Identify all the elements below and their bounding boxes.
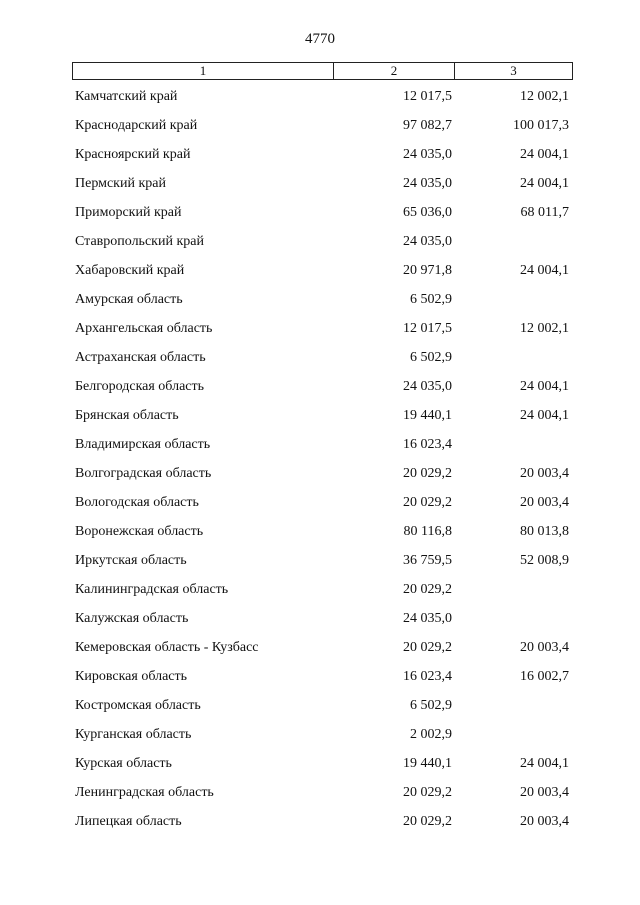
value-col-2: 6 502,9 xyxy=(410,698,452,713)
region-name: Кировская область xyxy=(75,669,188,684)
region-name: Владимирская область xyxy=(75,437,211,452)
value-col-2: 20 971,8 xyxy=(403,263,452,278)
value-col-2: 16 023,4 xyxy=(403,669,452,684)
value-col-3: 12 002,1 xyxy=(520,321,569,336)
table-row xyxy=(0,575,640,604)
table-row xyxy=(0,343,640,372)
region-name: Курганская область xyxy=(75,727,192,742)
table-row xyxy=(0,633,640,662)
region-name: Краснодарский край xyxy=(75,118,198,133)
table-row xyxy=(0,488,640,517)
table-row xyxy=(0,749,640,778)
table-row xyxy=(0,198,640,227)
value-col-3: 52 008,9 xyxy=(520,553,569,568)
value-col-3: 12 002,1 xyxy=(520,89,569,104)
value-col-2: 20 029,2 xyxy=(403,814,452,829)
value-col-2: 24 035,0 xyxy=(403,379,452,394)
header-col-2: 2 xyxy=(334,63,455,79)
table-row xyxy=(0,459,640,488)
region-name: Липецкая область xyxy=(75,814,182,829)
value-col-3: 24 004,1 xyxy=(520,176,569,191)
value-col-3: 24 004,1 xyxy=(520,147,569,162)
value-col-3: 68 011,7 xyxy=(520,205,569,220)
page-number: 4770 xyxy=(305,31,335,47)
table-row xyxy=(0,256,640,285)
value-col-2: 97 082,7 xyxy=(403,118,452,133)
region-name: Курская область xyxy=(75,756,172,771)
value-col-2: 36 759,5 xyxy=(403,553,452,568)
value-col-2: 24 035,0 xyxy=(403,611,452,626)
value-col-3: 24 004,1 xyxy=(520,263,569,278)
table-row xyxy=(0,82,640,111)
table-header xyxy=(72,62,573,80)
value-col-2: 12 017,5 xyxy=(403,321,452,336)
table-row xyxy=(0,111,640,140)
region-name: Пермский край xyxy=(75,176,166,191)
value-col-3: 20 003,4 xyxy=(520,785,569,800)
region-name: Калужская область xyxy=(75,611,189,626)
region-name: Архангельская область xyxy=(75,321,213,336)
region-name: Брянская область xyxy=(75,408,179,423)
region-name: Волгоградская область xyxy=(75,466,212,481)
table-row xyxy=(0,227,640,256)
value-col-3: 24 004,1 xyxy=(520,756,569,771)
region-name: Белгородская область xyxy=(75,379,205,394)
region-name: Астраханская область xyxy=(75,350,206,365)
table-row xyxy=(0,778,640,807)
table-body xyxy=(0,82,640,836)
value-col-3: 16 002,7 xyxy=(520,669,569,684)
value-col-2: 80 116,8 xyxy=(403,524,452,539)
value-col-3: 20 003,4 xyxy=(520,640,569,655)
region-name: Костромская область xyxy=(75,698,201,713)
region-name: Красноярский край xyxy=(75,147,191,162)
value-col-2: 20 029,2 xyxy=(403,785,452,800)
region-name: Воронежская область xyxy=(75,524,204,539)
value-col-3: 20 003,4 xyxy=(520,466,569,481)
value-col-2: 19 440,1 xyxy=(403,756,452,771)
value-col-3: 24 004,1 xyxy=(520,379,569,394)
value-col-2: 20 029,2 xyxy=(403,466,452,481)
value-col-2: 6 502,9 xyxy=(410,292,452,307)
table-row xyxy=(0,546,640,575)
value-col-2: 12 017,5 xyxy=(403,89,452,104)
value-col-3: 24 004,1 xyxy=(520,408,569,423)
table-row xyxy=(0,401,640,430)
value-col-2: 2 002,9 xyxy=(410,727,452,742)
table-row xyxy=(0,430,640,459)
table-row xyxy=(0,517,640,546)
value-col-3: 100 017,3 xyxy=(513,118,569,133)
region-name: Кемеровская область - Кузбасс xyxy=(75,640,259,655)
table-row xyxy=(0,807,640,836)
value-col-3: 80 013,8 xyxy=(520,524,569,539)
table-row xyxy=(0,720,640,749)
table-row xyxy=(0,604,640,633)
value-col-2: 24 035,0 xyxy=(403,147,452,162)
region-name: Вологодская область xyxy=(75,495,199,510)
value-col-2: 24 035,0 xyxy=(403,234,452,249)
region-name: Амурская область xyxy=(75,292,183,307)
value-col-2: 65 036,0 xyxy=(403,205,452,220)
value-col-2: 19 440,1 xyxy=(403,408,452,423)
value-col-2: 16 023,4 xyxy=(403,437,452,452)
table-row xyxy=(0,140,640,169)
value-col-3: 20 003,4 xyxy=(520,495,569,510)
region-name: Камчатский край xyxy=(75,89,178,104)
region-name: Ленинградская область xyxy=(75,785,214,800)
value-col-2: 6 502,9 xyxy=(410,350,452,365)
value-col-2: 20 029,2 xyxy=(403,640,452,655)
region-name: Хабаровский край xyxy=(75,263,185,278)
region-name: Иркутская область xyxy=(75,553,187,568)
table-row xyxy=(0,314,640,343)
table-row xyxy=(0,662,640,691)
table-row xyxy=(0,285,640,314)
value-col-2: 20 029,2 xyxy=(403,495,452,510)
region-name: Ставропольский край xyxy=(75,234,204,249)
table-row xyxy=(0,691,640,720)
table-row xyxy=(0,169,640,198)
table-row xyxy=(0,372,640,401)
region-name: Приморский край xyxy=(75,205,182,220)
header-col-3: 3 xyxy=(510,63,517,78)
value-col-2: 24 035,0 xyxy=(403,176,452,191)
region-name: Калининградская область xyxy=(75,582,229,597)
value-col-2: 20 029,2 xyxy=(403,582,452,597)
value-col-3: 20 003,4 xyxy=(520,814,569,829)
header-col-1: 1 xyxy=(73,63,334,79)
